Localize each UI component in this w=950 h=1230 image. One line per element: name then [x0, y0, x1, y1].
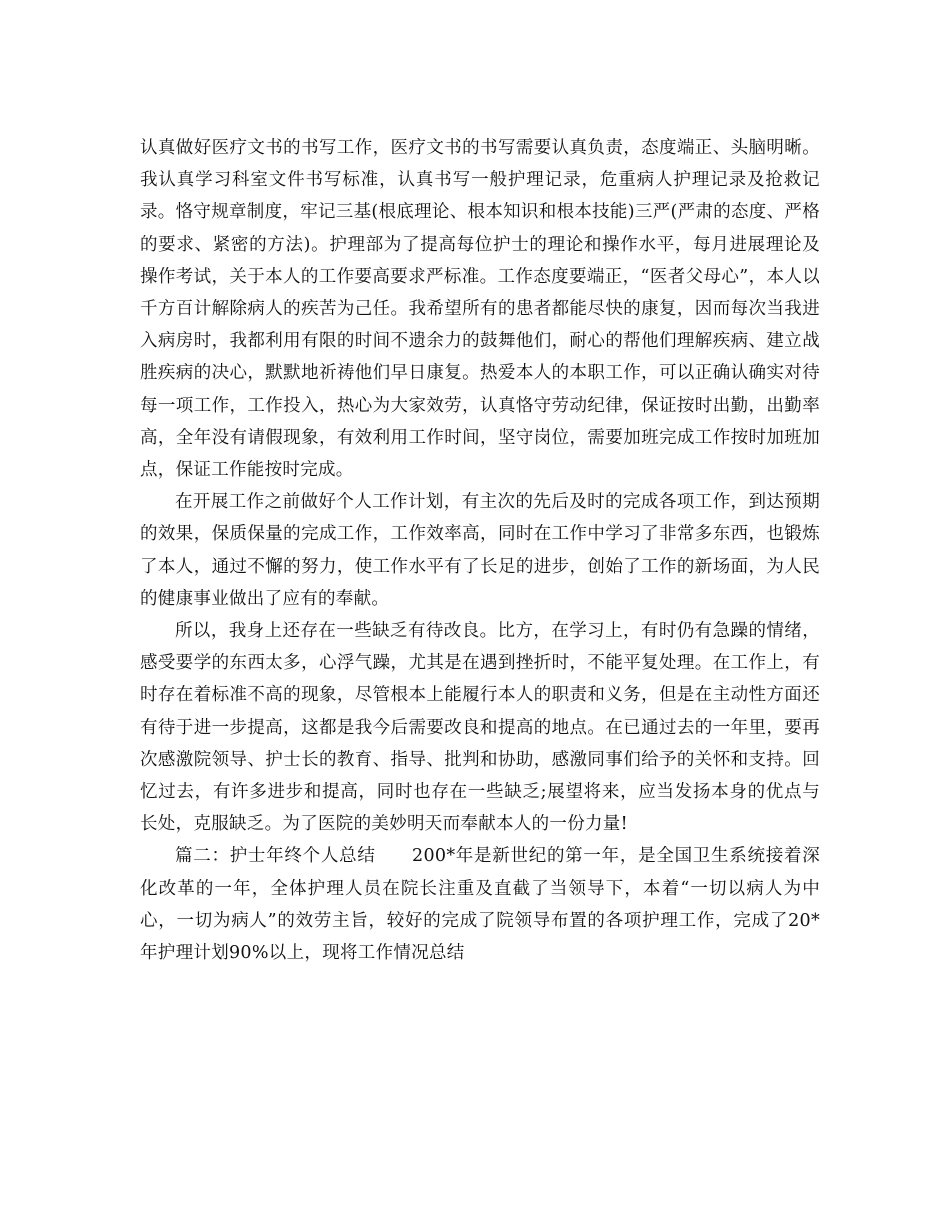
- paragraph-3: 所以，我身上还存在一些缺乏有待改良。比方，在学习上，有时仍有急躁的情绪，感受要学的东西太多，心浮气躁，尤其是在遇到挫折时，不能平复处理。在工作上，有时存在着标准不高的现象，尽管根本上能履行本人的职责和义务，但是在主动性方面还有待于进一步提高，这都是我今后需要改良和提高的地点。在已通过去的一年里，要再次感激院领导、护士长的教育、指导、批判和协助，感激同事们给予的关怀和支持。回忆过去，有许多进步和提高，同时也存在一些缺乏;展望将来，应当发扬本身的优点与长处，克服缺乏。为了医院的美妙明天而奉献本人的一份力量!: [140, 621, 820, 835]
- document-body: [140, 132, 820, 969]
- paragraph-2: 在开展工作之前做好个人工作计划，有主次的先后及时的完成各项工作，到达预期的效果，保质保量的完成工作，工作效率高，同时在工作中学习了非常多东西，也锻炼了本人，通过不懈的努力，使工作水平有了长足的进步，创始了工作的新场面，为人民的健康事业做出了应有的奉献。: [140, 492, 820, 609]
- paragraph-1: 认真做好医疗文书的书写工作，医疗文书的书写需要认真负责，态度端正、头脑明晰。我认真学习科室文件书写标准，认真书写一般护理记录，危重病人护理记录及抢救记录。恪守规章制度，牢记三基(根底理论、根本知识和根本技能)三严(严肃的态度、严格的要求、紧密的方法)。护理部为了提高每位护士的理论和操作水平，每月进展理论及操作考试，关于本人的工作要高要求严标准。工作态度要端正，“医者父母心”，本人以千方百计解除病人的疾苦为己任。我希望所有的患者都能尽快的康复，因而每次当我进入病房时，我都利用有限的时间不遗余力的鼓舞他们，耐心的帮他们理解疾病、建立战胜疾病的决心，默默地祈祷他们早日康复。热爱本人的本职工作，可以正确认确实对待每一项工作，工作投入，热心为大家效劳，认真恪守劳动纪律，保证按时出勤，出勤率高，全年没有请假现象，有效利用工作时间，坚守岗位，需要加班完成工作按时加班加点，保证工作能按时完成。: [140, 138, 820, 481]
- paragraph-4: 篇二：护士年终个人总结 200*年是新世纪的第一年，是全国卫生系统接着深化改革的一年，全体护理人员在院长注重及直截了当领导下，本着“一切以病人为中心，一切为病人”的效劳主旨，较好的完成了院领导布置的各项护理工作，完成了20*年护理计划90%以上，现将工作情况总结: [140, 846, 820, 964]
